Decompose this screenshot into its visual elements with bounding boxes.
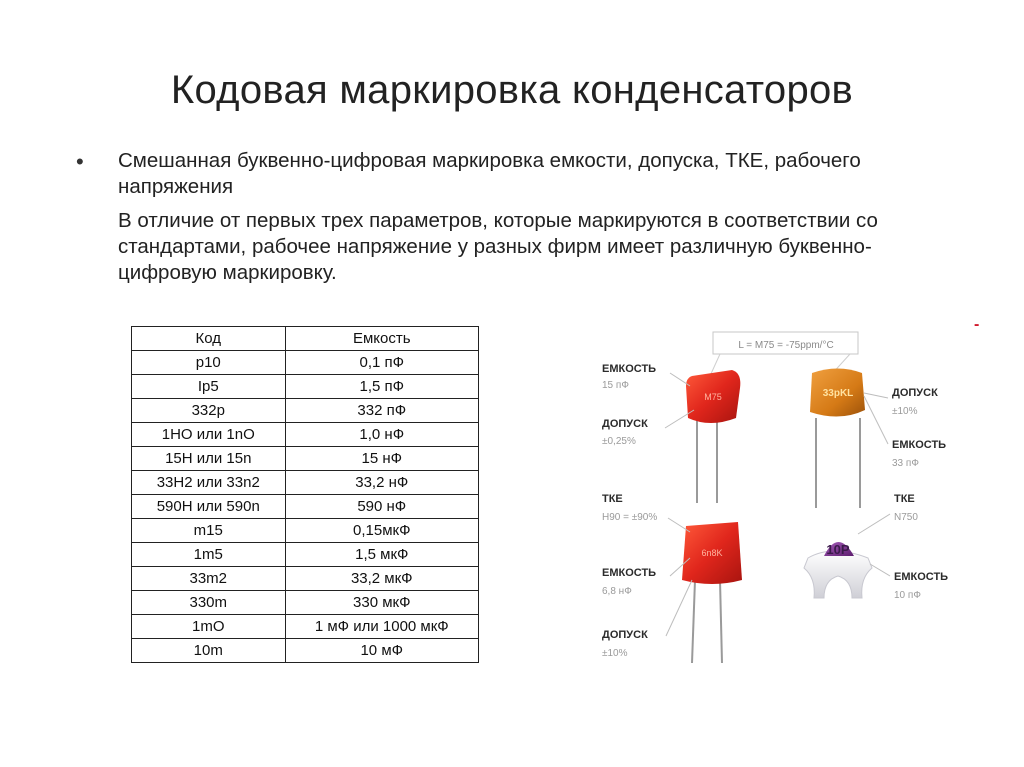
table-cell-capacity: 1,5 пФ [285,375,478,399]
table-row [132,471,479,495]
cap4-capacity-label: ЕМКОСТЬ [894,571,949,583]
column-header-code: Код [132,327,286,351]
table-cell-code: 33m2 [132,567,286,591]
capacitor-3 [682,522,742,663]
cap3-tke-value: H90 = ±90% [602,512,658,523]
table-cell-code: m15 [132,519,286,543]
cap4-tke-value: N750 [894,512,918,523]
bullet-block [76,148,976,286]
table-cell-capacity: 33,2 нФ [285,471,478,495]
capacitor-1-marking: M75 [704,392,722,402]
callout-text: L = M75 = -75ppm/°C [738,340,834,351]
capacitor-4 [804,542,872,598]
cap2-tolerance-label: ДОПУСК [892,387,938,399]
table-row [132,351,479,375]
capacitor-illustration-svg [570,318,990,678]
capacitor-2 [810,369,865,509]
column-header-capacity: Емкость [285,327,478,351]
table-cell-capacity: 590 нФ [285,495,478,519]
cap3-tke-label: ТКЕ [602,493,623,505]
capacitor-4-marking: 10P [826,542,850,557]
table-row [132,399,479,423]
table-header-row [132,327,479,351]
cap1-capacity-label: ЕМКОСТЬ [602,363,657,375]
bullet-item [76,148,976,200]
capacitor-illustration [570,318,990,678]
table-row [132,639,479,663]
bullet-subtext: В отличие от первых трех параметров, которые маркируются в соответствии со стандартами, рабочее напряжение у разных фирм имеет различную буквенно-цифровую маркировку. [118,209,878,284]
bullet-icon: • [76,149,84,174]
table-cell-code: 10m [132,639,286,663]
table-row [132,519,479,543]
slide-title: Кодовая маркировка конденсаторов [170,68,854,112]
table-row [132,495,479,519]
capacitor-4-base [804,551,872,598]
table-cell-capacity: 33,2 мкФ [285,567,478,591]
table-cell-capacity: 10 мФ [285,639,478,663]
table-row [132,615,479,639]
cap1-capacity-value: 15 пФ [602,380,629,391]
table-cell-code: 332p [132,399,286,423]
table-cell-code: 1m5 [132,543,286,567]
cap4-tke-label: ТКЕ [894,493,915,505]
cap1-tolerance-value: ±0,25% [602,436,636,447]
code-table [131,326,479,663]
table-cell-capacity: 1,0 нФ [285,423,478,447]
cap3-capacity-value: 6,8 нФ [602,586,632,597]
table-cell-capacity: 0,1 пФ [285,351,478,375]
table-cell-code: 33Н2 или 33n2 [132,471,286,495]
cap2-capacity-value: 33 пФ [892,458,919,469]
bullet-text: Смешанная буквенно-цифровая маркировка емкости, допуска, ТКЕ, рабочего напряжения [118,149,861,198]
table-cell-capacity: 0,15мкФ [285,519,478,543]
table-cell-code: p10 [132,351,286,375]
table-cell-code: Ip5 [132,375,286,399]
cap3-tolerance-label: ДОПУСК [602,629,648,641]
table-cell-code: 1НО или 1nО [132,423,286,447]
table-cell-capacity: 330 мкФ [285,591,478,615]
table-cell-capacity: 1 мФ или 1000 мкФ [285,615,478,639]
table-cell-code: 15Н или 15n [132,447,286,471]
capacitor-2-marking: 33pKL [822,388,854,399]
table-cell-code: 590Н или 590n [132,495,286,519]
table-row [132,591,479,615]
cap2-capacity-label: ЕМКОСТЬ [892,439,947,451]
table-body [132,351,479,663]
cap4-capacity-value: 10 пФ [894,590,921,601]
table-row [132,543,479,567]
capacitor-1 [686,370,740,503]
table-row [132,447,479,471]
table-cell-capacity: 332 пФ [285,399,478,423]
capacitor-3-marking: 6n8K [701,548,723,558]
table-row [132,567,479,591]
table-cell-code: 330m [132,591,286,615]
table-row [132,375,479,399]
cap3-tolerance-value: ±10% [602,648,628,659]
cap1-tolerance-label: ДОПУСК [602,418,648,430]
cap2-tolerance-value: ±10% [892,406,918,417]
table-cell-capacity: 1,5 мкФ [285,543,478,567]
cap3-capacity-label: ЕМКОСТЬ [602,567,657,579]
red-dash-mark: - [974,316,980,333]
table-row [132,423,479,447]
table-cell-code: 1mО [132,615,286,639]
table-cell-capacity: 15 нФ [285,447,478,471]
